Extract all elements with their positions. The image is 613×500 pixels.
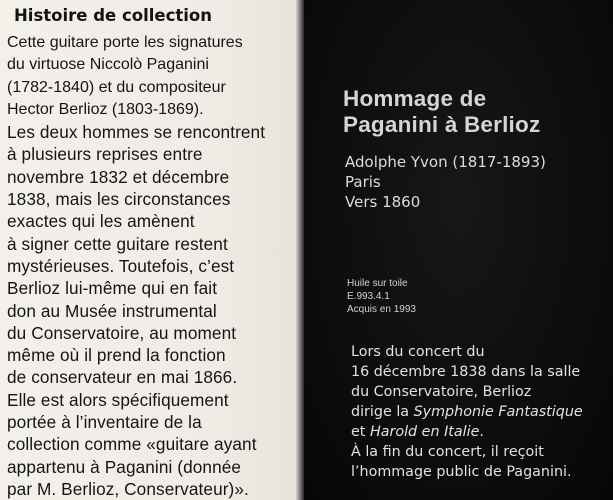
description-line: 16 décembre 1838 dans la salle (351, 364, 581, 380)
card-text-line: (1782-1840) et du compositeur (7, 78, 226, 96)
artwork-medium: Huile sur toile (347, 278, 408, 289)
artwork-title-line-1: Hommage de (343, 86, 487, 111)
card-text-line: portée à l’inventaire de la (7, 412, 202, 433)
description-line: du Conservatoire, Berlioz (351, 384, 532, 400)
description-text: dirige la (351, 404, 414, 420)
description-line (351, 424, 484, 440)
card-text-line: collection comme «guitare ayant (7, 434, 257, 455)
card-text-line: novembre 1832 et décembre (7, 166, 230, 187)
card-text-line: exactes qui les amènent (7, 211, 195, 232)
card-text-line: Hector Berlioz (1803-1869). (7, 100, 204, 118)
card-text-line: du virtuose Niccolò Paganini (7, 56, 209, 74)
card-text-line: Elle est alors spécifiquement (7, 389, 229, 410)
artwork-title-line-2: Paganini à Berlioz (343, 112, 541, 137)
card-text-line: 1838, mais les circonstances (7, 189, 231, 210)
description-line: l’hommage public de Paganini. (351, 464, 572, 480)
card-text-line: don au Musée instrumental (7, 300, 217, 321)
acquisition-info: Acquis en 1993 (347, 304, 416, 315)
artwork-place: Paris (345, 173, 381, 191)
card-text-line: Les deux hommes se rencontrent (7, 122, 266, 143)
collection-history-card (0, 0, 304, 500)
card-text-line: à plusieurs reprises entre (7, 144, 203, 165)
card-body-text (7, 32, 303, 500)
card-title: Histoire de collection (14, 6, 213, 25)
inventory-number: E.993.4.1 (347, 291, 390, 302)
card-text-line: mystérieuses. Toutefois, c’est (7, 255, 235, 276)
card-text-line: du Conservatoire, au moment (7, 322, 237, 343)
description-text: et (351, 424, 370, 440)
work-title-italic: Symphonie Fantastique (413, 404, 583, 420)
card-text-line: à signer cette guitare restent (7, 233, 228, 254)
description-line (351, 404, 583, 420)
card-text-line: appartenu à Paganini (donnée (7, 456, 242, 477)
description-text: . (479, 424, 484, 440)
artwork-date: Vers 1860 (345, 193, 421, 211)
description-line: À la fin du concert, il reçoit (351, 444, 544, 460)
description-line: Lors du concert du (351, 344, 485, 360)
work-title-italic: Harold en Italie (369, 424, 480, 440)
card-text-line: Berlioz lui-même qui en fait (7, 278, 218, 299)
card-text-line: même où il prend la fonction (7, 345, 226, 366)
card-text-line: par M. Berlioz, Conservateur)». (7, 478, 249, 499)
card-text-line: de conservateur en mai 1866. (7, 367, 238, 388)
card-text-line: Cette guitare porte les signatures (7, 34, 243, 51)
artist-name: Adolphe Yvon (1817-1893) (345, 153, 546, 171)
